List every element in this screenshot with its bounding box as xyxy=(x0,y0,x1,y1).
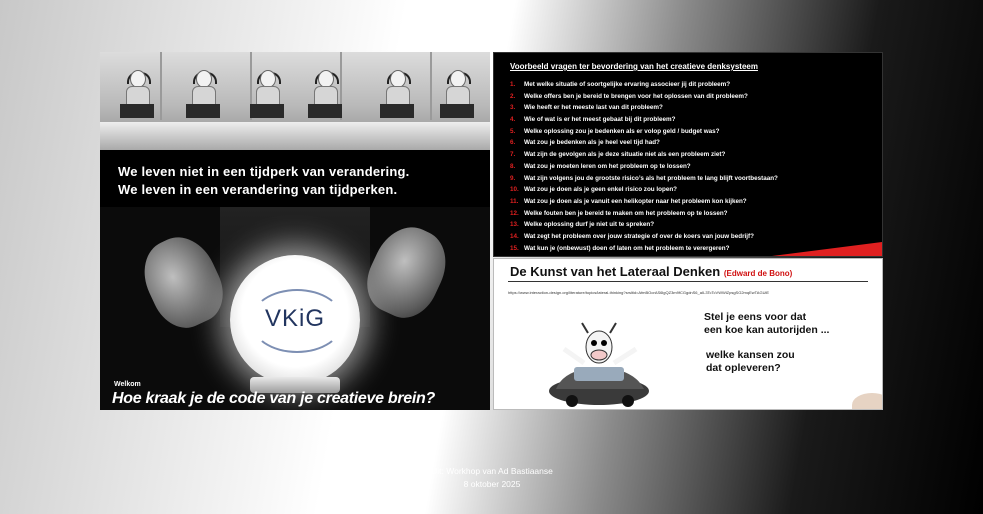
question-line-2: dat opleveren? xyxy=(706,362,781,374)
question-item xyxy=(510,163,778,175)
question-number: 10. xyxy=(510,186,519,194)
opportunity-question xyxy=(706,349,795,375)
panel-questions xyxy=(493,52,883,257)
question-number: 13. xyxy=(510,221,519,229)
question-text: Wat zou je doen als je geen enkel risico zou lopen? xyxy=(524,186,678,194)
panel-crystal-ball xyxy=(100,207,490,410)
question-text: Wat zegt het probleem over jouw strategie of over de koers van jouw bedrijf? xyxy=(524,232,754,240)
question-text: Met welke situatie of soortgelijke ervaring associeer jij dit probleem? xyxy=(524,81,731,88)
office-image xyxy=(100,52,490,150)
question-number: 11. xyxy=(510,197,519,205)
question-text: Welke oplossing zou je bedenken als er volop geld / budget was? xyxy=(524,127,720,135)
question-text: Welke oplossing durf je niet uit te spreken? xyxy=(524,221,655,229)
question-item xyxy=(510,186,778,198)
robot-figure xyxy=(190,70,216,126)
caption-line-1: Uit: Workhop van Ad Bastiaanse xyxy=(431,466,553,476)
question-line-1: welke kansen zou xyxy=(706,349,795,361)
quote-line-1: We leven niet in een tijdperk van verandering. xyxy=(118,164,410,179)
question-number: 7. xyxy=(510,151,516,159)
question-item xyxy=(510,116,778,128)
hand-image xyxy=(852,393,883,410)
question-item xyxy=(510,81,778,93)
question-number: 4. xyxy=(510,116,516,124)
question-text: Wat zijn volgens jou de grootste risico’s als het probleem te lang blijft voortbestaan? xyxy=(524,174,778,182)
robot-figure xyxy=(384,70,410,126)
question-item xyxy=(510,198,778,210)
robot-figure xyxy=(254,70,280,126)
question-number: 15. xyxy=(510,244,519,252)
question-item xyxy=(510,245,778,257)
robot-figure xyxy=(312,70,338,126)
question-list xyxy=(510,81,778,256)
imagine-line-1: Stel je eens voor dat xyxy=(704,311,807,323)
robot-figure xyxy=(124,70,150,126)
panel-lateral-thinking xyxy=(493,258,883,410)
question-number: 2. xyxy=(510,92,516,100)
question-text: Wat zou je doen als je vanuit een helikopter naar het probleem kon kijken? xyxy=(524,197,747,205)
source-link[interactable]: https://www.interaction-design.org/literature/topics/lateral-thinking?srsltid=AfmBOorAS6lgQZ3m9fCGgdnS6_aIL3TcTcVWWiZpsgSG2mqEwTAGUiE xyxy=(508,290,770,295)
question-text: Welke offers ben je bereid te brengen voor het oplossen van dit probleem? xyxy=(524,92,748,100)
imagine-line-2: een koe kan autorijden ... xyxy=(704,324,830,336)
desk xyxy=(100,122,490,150)
window-frame xyxy=(430,52,432,120)
lateral-subtitle: (Edward de Bono) xyxy=(723,269,793,278)
lateral-title-text: De Kunst van het Lateraal Denken xyxy=(510,264,721,279)
robot-figure xyxy=(444,70,470,126)
welcome-text: Welkom xyxy=(114,381,141,388)
question-item xyxy=(510,221,778,233)
caption-line-2: 8 oktober 2025 xyxy=(463,479,521,489)
imagine-prompt xyxy=(704,311,829,337)
divider xyxy=(508,281,868,282)
lateral-title xyxy=(510,264,792,279)
cow-driving-car-illustration xyxy=(544,319,654,409)
question-item xyxy=(510,104,778,116)
headline: Hoe kraak je de code van je creatieve brein? xyxy=(112,390,435,407)
left-hand xyxy=(132,226,233,337)
question-item xyxy=(510,233,778,245)
panel-robot-office xyxy=(100,52,490,207)
question-item xyxy=(510,128,778,140)
question-item xyxy=(510,175,778,187)
window-frame xyxy=(160,52,162,120)
question-number: 14. xyxy=(510,232,519,240)
question-item xyxy=(510,139,778,151)
question-number: 8. xyxy=(510,162,516,170)
question-number: 9. xyxy=(510,174,516,182)
question-number: 5. xyxy=(510,127,516,135)
right-hand xyxy=(356,216,457,327)
question-item xyxy=(510,151,778,163)
question-item xyxy=(510,210,778,222)
question-item xyxy=(510,93,778,105)
question-text: Welke fouten ben je bereid te maken om het probleem op te lossen? xyxy=(524,209,728,217)
question-text: Wat kun je (onbewust) doen of laten om het probleem te verergeren? xyxy=(524,244,730,252)
question-text: Wie of wat is er het meest gebaat bij dit probleem? xyxy=(524,116,676,124)
vkig-logo: VKiG xyxy=(264,305,325,332)
question-text: Wat zijn de gevolgen als je deze situatie niet als een probleem ziet? xyxy=(524,151,726,159)
red-accent xyxy=(772,242,882,256)
question-number: 3. xyxy=(510,104,516,112)
question-number: 1. xyxy=(510,81,516,88)
quote-line-2: We leven in een verandering van tijdperken. xyxy=(118,182,398,197)
question-text: Wie heeft er het meeste last van dit probleem? xyxy=(524,104,663,112)
question-number: 12. xyxy=(510,209,519,217)
question-text: Wat zou je moeten leren om het probleem op te lossen? xyxy=(524,162,691,170)
questions-title: Voorbeeld vragen ter bevordering van het creatieve denksysteem xyxy=(510,62,758,71)
question-text: Wat zou je bedenken als je heel veel tijd had? xyxy=(524,139,660,147)
question-number: 6. xyxy=(510,139,516,147)
